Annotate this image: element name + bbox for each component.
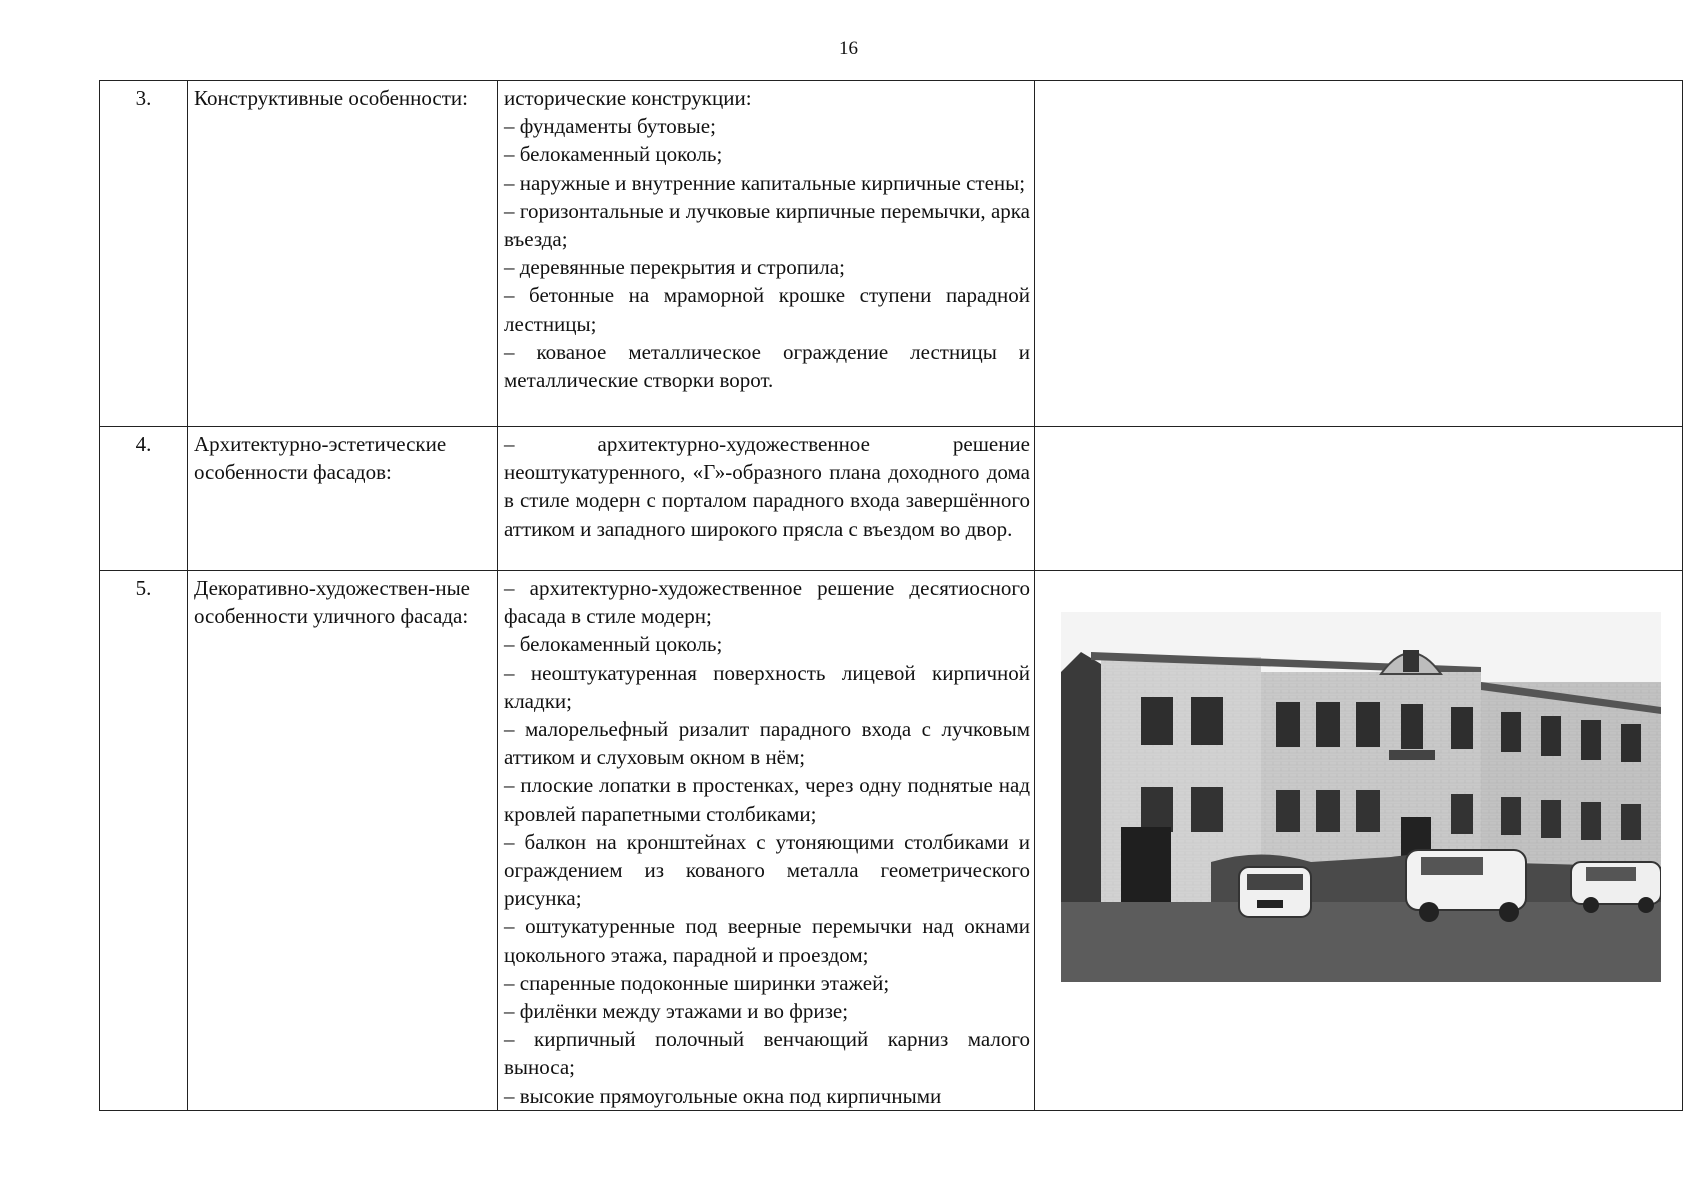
list-item: – спаренные подоконные ширинки этажей; <box>504 970 890 995</box>
feature-name: Декоративно-художествен-ные особенности уличного фасада: <box>188 571 498 1111</box>
row-number: 4. <box>100 427 188 571</box>
list-item: – архитектурно-художественное решение десятиосного фасада в стиле модерн; <box>504 576 1030 629</box>
image-cell <box>1035 427 1683 571</box>
description-heading: исторические конструкции: <box>504 86 752 110</box>
list-item: – малорельефный ризалит парадного входа с лучковым аттиком и слуховым окном в нём; <box>504 717 1030 770</box>
image-cell <box>1035 571 1683 1111</box>
list-item: – наружные и внутренние капитальные кирпичные стены; <box>504 170 1026 195</box>
row-number: 5. <box>100 571 188 1111</box>
list-item: – филёнки между этажами и во фризе; <box>504 999 849 1024</box>
list-item: – белокаменный цоколь; <box>504 142 723 167</box>
table-row <box>100 427 1683 571</box>
table-row <box>100 571 1683 1111</box>
list-item: – кирпичный полочный венчающий карниз малого выноса; <box>504 1027 1030 1080</box>
building-facade-photo <box>1061 612 1661 982</box>
feature-description <box>498 571 1035 1111</box>
list-item: – архитектурно-художественное решение неоштукатуренного, «Г»-образного плана доходного дома в стиле модерн с порталом парадного входа завершённого аттиком и западного широкого прясла с въездом во двор. <box>504 432 1030 541</box>
list-item: – неоштукатуренная поверхность лицевой кирпичной кладки; <box>504 660 1030 713</box>
feature-description <box>498 81 1035 427</box>
feature-description <box>498 427 1035 571</box>
image-cell <box>1035 81 1683 427</box>
row-number: 3. <box>100 81 188 427</box>
list-item: – балкон на кронштейнах с утоняющими столбиками и ограждением из кованого металла геометрического рисунка; <box>504 829 1030 911</box>
list-item: – высокие прямоугольные окна под кирпичными <box>504 1083 942 1108</box>
characteristics-table <box>99 80 1683 1111</box>
feature-name: Архитектурно-эстетические особенности фасадов: <box>188 427 498 571</box>
list-item: – белокаменный цоколь; <box>504 632 723 657</box>
list-item: – кованое металлическое ограждение лестницы и металлические створки ворот. <box>504 339 1030 393</box>
feature-name: Конструктивные особенности: <box>188 81 498 427</box>
list-item: – деревянные перекрытия и стропила; <box>504 255 845 280</box>
table-row <box>100 81 1683 427</box>
list-item: – фундаменты бутовые; <box>504 114 716 139</box>
list-item: – горизонтальные и лучковые кирпичные перемычки, арка въезда; <box>504 198 1030 252</box>
list-item: – плоские лопатки в простенках, через одну поднятые над кровлей парапетными столбиками; <box>504 773 1030 826</box>
list-item: – оштукатуренные под веерные перемычки над окнами цокольного этажа, парадной и проездом; <box>504 914 1030 967</box>
page-number: 16 <box>839 38 858 59</box>
list-item: – бетонные на мраморной крошке ступени парадной лестницы; <box>504 283 1030 336</box>
